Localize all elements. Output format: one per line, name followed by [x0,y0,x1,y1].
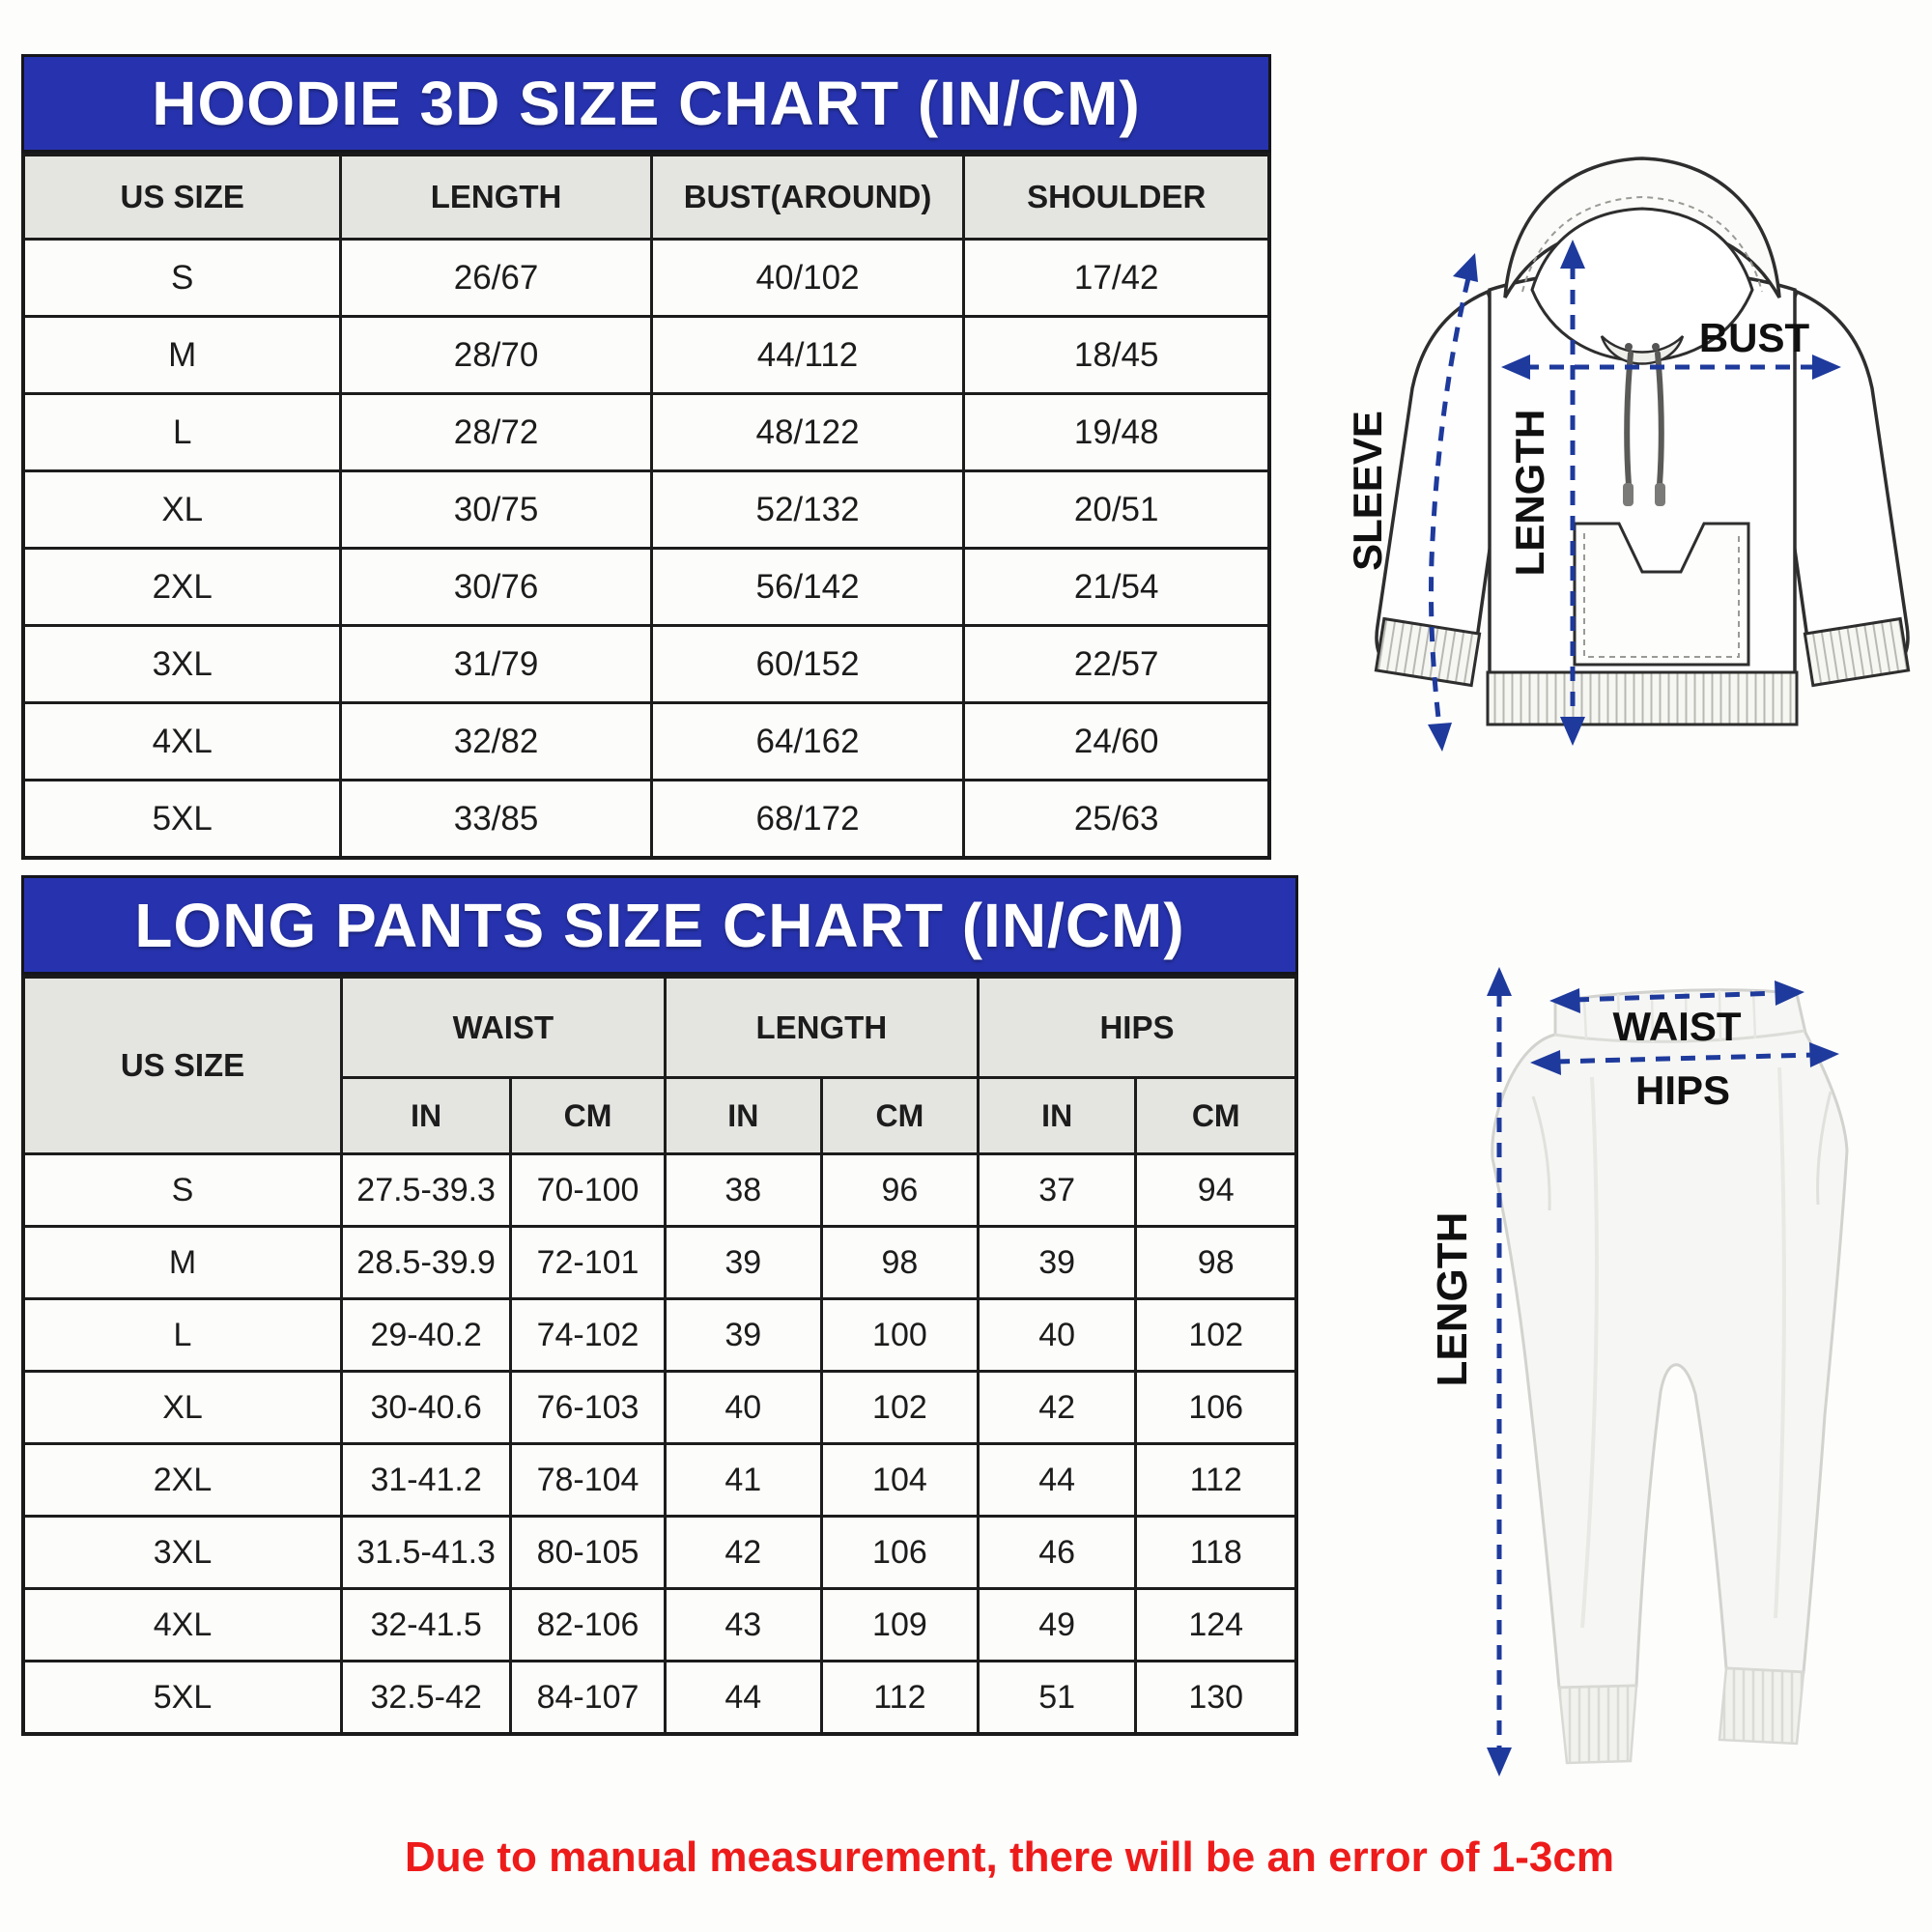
bust-label: BUST [1698,315,1810,360]
value-cell: 124 [1136,1589,1296,1662]
table-row [23,1227,1296,1299]
hoodie-table-body [23,240,1269,859]
column-header: IN [665,1078,821,1154]
value-cell: 42 [665,1517,821,1589]
pants-header-group-row [23,977,1296,1078]
value-cell: 96 [821,1154,978,1227]
measurement-disclaimer: Due to manual measurement, there will be an error of 1-3cm [405,1833,1614,1881]
value-cell: 130 [1136,1662,1296,1735]
value-cell: 28/70 [341,317,651,394]
column-header: CM [1136,1078,1296,1154]
column-header: IN [978,1078,1135,1154]
table-row [23,1517,1296,1589]
value-cell: 32/82 [341,703,651,781]
value-cell: 40 [978,1299,1135,1372]
value-cell: 32.5-42 [342,1662,511,1735]
value-cell: 104 [821,1444,978,1517]
value-cell: 82-106 [511,1589,665,1662]
size-cell: S [23,1154,342,1227]
table-row [23,703,1269,781]
value-cell: 112 [1136,1444,1296,1517]
value-cell: 32-41.5 [342,1589,511,1662]
value-cell: 78-104 [511,1444,665,1517]
value-cell: 27.5-39.3 [342,1154,511,1227]
pants-table-header [23,977,1296,1154]
value-cell: 70-100 [511,1154,665,1227]
value-cell: 41 [665,1444,821,1517]
value-cell: 30/75 [341,471,651,549]
size-cell: XL [23,1372,342,1444]
pants-size-chart-section [21,875,1298,1736]
pants-right-cuff [1719,1668,1804,1744]
value-cell: 29-40.2 [342,1299,511,1372]
pants-table-body [23,1154,1296,1735]
value-cell: 46 [978,1517,1135,1589]
value-cell: 18/45 [964,317,1269,394]
pants-left-cuff [1559,1686,1636,1763]
table-row [23,626,1269,703]
hoodie-header-row [23,155,1269,240]
value-cell: 43 [665,1589,821,1662]
table-row [23,1662,1296,1735]
value-cell: 25/63 [964,781,1269,859]
pants-measurement-diagram [1343,952,1922,1782]
column-header-hips: HIPS [978,977,1296,1078]
size-cell: 3XL [23,626,341,703]
value-cell: 21/54 [964,549,1269,626]
value-cell: 98 [821,1227,978,1299]
table-row [23,1154,1296,1227]
drawstring-eyelet [1652,343,1660,351]
drawstring-eyelet [1625,343,1633,351]
value-cell: 39 [978,1227,1135,1299]
table-row [23,1299,1296,1372]
column-header: LENGTH [341,155,651,240]
value-cell: 80-105 [511,1517,665,1589]
size-cell: M [23,1227,342,1299]
value-cell: 38 [665,1154,821,1227]
hoodie-length-label: LENGTH [1507,409,1552,577]
value-cell: 52/132 [651,471,964,549]
value-cell: 31.5-41.3 [342,1517,511,1589]
size-cell: 3XL [23,1517,342,1589]
value-cell: 68/172 [651,781,964,859]
value-cell: 106 [1136,1372,1296,1444]
size-cell: 2XL [23,549,341,626]
value-cell: 30-40.6 [342,1372,511,1444]
column-header: IN [342,1078,511,1154]
size-cell: L [23,394,341,471]
pants-length-label: LENGTH [1429,1211,1476,1387]
value-cell: 118 [1136,1517,1296,1589]
value-cell: 112 [821,1662,978,1735]
hoodie-chart-title: HOODIE 3D SIZE CHART (IN/CM) [21,54,1271,153]
pants-chart-title: LONG PANTS SIZE CHART (IN/CM) [21,875,1298,975]
hoodie-measurement-diagram [1343,135,1922,811]
value-cell: 28.5-39.9 [342,1227,511,1299]
size-cell: XL [23,471,341,549]
value-cell: 102 [821,1372,978,1444]
value-cell: 94 [1136,1154,1296,1227]
value-cell: 31-41.2 [342,1444,511,1517]
size-cell: 4XL [23,1589,342,1662]
value-cell: 20/51 [964,471,1269,549]
value-cell: 64/162 [651,703,964,781]
column-header-waist: WAIST [342,977,666,1078]
column-header: CM [821,1078,978,1154]
value-cell: 106 [821,1517,978,1589]
column-header: BUST(AROUND) [651,155,964,240]
value-cell: 74-102 [511,1299,665,1372]
column-header-us-size: US SIZE [23,977,342,1154]
value-cell: 44/112 [651,317,964,394]
value-cell: 40/102 [651,240,964,317]
value-cell: 22/57 [964,626,1269,703]
table-row [23,549,1269,626]
table-row [23,781,1269,859]
column-header-length: LENGTH [665,977,978,1078]
value-cell: 42 [978,1372,1135,1444]
value-cell: 19/48 [964,394,1269,471]
value-cell: 44 [665,1662,821,1735]
table-row [23,240,1269,317]
table-row [23,1589,1296,1662]
value-cell: 100 [821,1299,978,1372]
table-row [23,317,1269,394]
size-cell: M [23,317,341,394]
value-cell: 44 [978,1444,1135,1517]
value-cell: 49 [978,1589,1135,1662]
size-cell: 5XL [23,1662,342,1735]
value-cell: 76-103 [511,1372,665,1444]
value-cell: 39 [665,1227,821,1299]
hoodie-size-table [21,153,1271,860]
size-cell: 4XL [23,703,341,781]
value-cell: 109 [821,1589,978,1662]
size-cell: L [23,1299,342,1372]
value-cell: 30/76 [341,549,651,626]
table-row [23,1372,1296,1444]
value-cell: 39 [665,1299,821,1372]
value-cell: 56/142 [651,549,964,626]
value-cell: 33/85 [341,781,651,859]
column-header: US SIZE [23,155,341,240]
pants-size-table [21,975,1298,1736]
hoodie-table-header [23,155,1269,240]
table-row [23,1444,1296,1517]
hips-label: HIPS [1634,1067,1731,1113]
column-header: CM [511,1078,665,1154]
value-cell: 84-107 [511,1662,665,1735]
size-cell: 2XL [23,1444,342,1517]
sleeve-label: SLEEVE [1345,411,1390,571]
value-cell: 28/72 [341,394,651,471]
value-cell: 102 [1136,1299,1296,1372]
value-cell: 37 [978,1154,1135,1227]
value-cell: 60/152 [651,626,964,703]
value-cell: 24/60 [964,703,1269,781]
hoodie-hem-band [1488,672,1797,724]
value-cell: 48/122 [651,394,964,471]
waist-label: WAIST [1612,1004,1742,1049]
value-cell: 98 [1136,1227,1296,1299]
value-cell: 72-101 [511,1227,665,1299]
value-cell: 17/42 [964,240,1269,317]
value-cell: 26/67 [341,240,651,317]
table-row [23,471,1269,549]
value-cell: 31/79 [341,626,651,703]
column-header: SHOULDER [964,155,1269,240]
size-cell: 5XL [23,781,341,859]
value-cell: 51 [978,1662,1135,1735]
table-row [23,394,1269,471]
hoodie-size-chart-section [21,54,1271,860]
value-cell: 40 [665,1372,821,1444]
size-cell: S [23,240,341,317]
